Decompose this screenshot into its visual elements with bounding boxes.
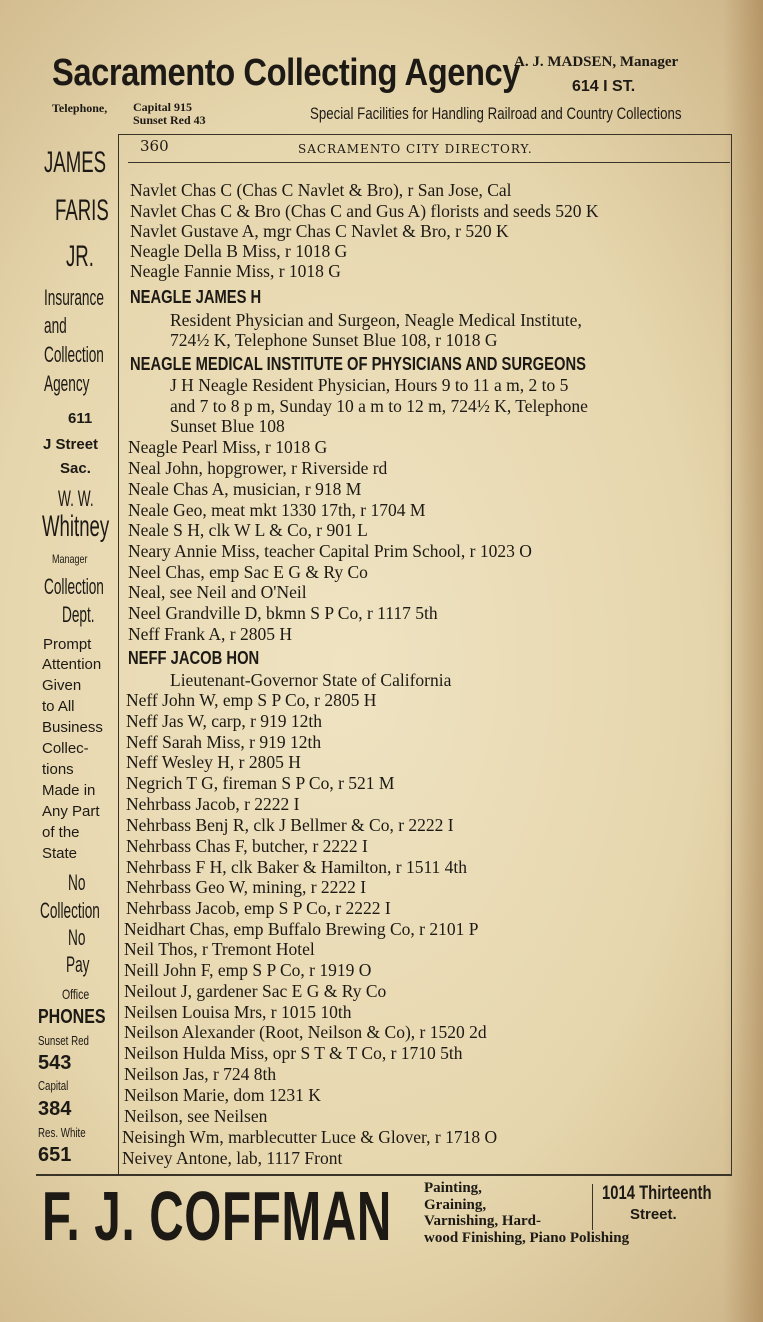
directory-entry-detail: Resident Physician and Surgeon, Neagle Medical Institute, <box>170 310 582 330</box>
footer-address-line-2: Street. <box>630 1206 677 1223</box>
sidebar-line: JAMES <box>44 146 107 179</box>
directory-entry: Negrich T G, fireman S P Co, r 521 M <box>126 773 395 793</box>
directory-entry: Neel Chas, emp Sac E G & Ry Co <box>128 562 368 582</box>
directory-entry: Neary Annie Miss, teacher Capital Prim School, r 1023 O <box>128 541 532 561</box>
sidebar-line: Given <box>42 677 82 694</box>
header-telephone-capital: Capital 915 <box>133 100 193 114</box>
directory-entry: Neale Chas A, musician, r 918 M <box>128 479 362 499</box>
directory-entry: Neill John F, emp S P Co, r 1919 O <box>124 960 372 980</box>
directory-entry: Neal, see Neil and O'Neil <box>128 582 307 602</box>
directory-entry: Neilsen Louisa Mrs, r 1015 10th <box>124 1002 352 1022</box>
directory-entry-bold: NEAGLE JAMES H <box>130 287 262 307</box>
sidebar-line: Attention <box>42 656 102 673</box>
sidebar-line: Collec- <box>42 740 89 757</box>
directory-entry: Navlet Chas C & Bro (Chas C and Gus A) florists and seeds 520 K <box>130 201 599 221</box>
directory-entry: Neel Grandville D, bkmn S P Co, r 1117 5th <box>128 603 438 623</box>
directory-entry-detail: Sunset Blue 108 <box>170 416 285 436</box>
directory-entry: Neivey Antone, lab, 1117 Front <box>122 1148 343 1168</box>
sidebar-line: Res. White <box>38 1125 86 1140</box>
directory-entry: Neff Sarah Miss, r 919 12th <box>126 732 322 752</box>
page-number: 360 <box>140 137 169 155</box>
sidebar-line: 651 <box>38 1144 72 1166</box>
directory-entry: Navlet Gustave A, mgr Chas C Navlet & Bro, r 520 K <box>130 221 509 241</box>
directory-entry: Neal John, hopgrower, r Riverside rd <box>128 458 388 478</box>
directory-entry: Neilson, see Neilsen <box>124 1106 268 1126</box>
sidebar-line: No <box>68 870 86 895</box>
sidebar-line: Agency <box>44 371 90 396</box>
footer-coffman-name: F. J. COFFMAN <box>42 1177 392 1255</box>
footer-separator <box>592 1184 593 1230</box>
directory-entry: Neagle Pearl Miss, r 1018 G <box>128 437 328 457</box>
footer-service-line: Painting, <box>424 1180 482 1196</box>
directory-entry: Neagle Della B Miss, r 1018 G <box>130 241 348 261</box>
directory-entry-detail: 724½ K, Telephone Sunset Blue 108, r 1018 G <box>170 330 498 350</box>
sidebar-line: No <box>68 925 86 950</box>
sidebar-line: Whitney <box>42 510 110 543</box>
directory-entry: Nehrbass F H, clk Baker & Hamilton, r 1511 4th <box>126 857 468 877</box>
directory-entry: Neilson Marie, dom 1231 K <box>124 1085 321 1105</box>
header-agency-title: Sacramento Collecting Agency <box>52 52 521 94</box>
sidebar-line: W. W. <box>58 486 94 511</box>
directory-entry-bold: NEFF JACOB HON <box>128 648 260 668</box>
sidebar-line: JR. <box>66 240 94 273</box>
directory-entry: Nehrbass Benj R, clk J Bellmer & Co, r 2222 I <box>126 815 454 835</box>
header-special-facilities: Special Facilities for Handling Railroad and Country Collections <box>310 104 682 123</box>
page-heading: SACRAMENTO CITY DIRECTORY. <box>298 142 533 156</box>
sidebar-line: 384 <box>38 1098 72 1120</box>
sidebar-line: Manager <box>52 552 88 566</box>
frame-left-rule <box>118 134 119 1174</box>
sidebar-line: Any Part <box>42 803 100 820</box>
sidebar-line: Sac. <box>60 460 91 477</box>
directory-entry-detail: Lieutenant-Governor State of California <box>170 670 452 690</box>
directory-entry: Navlet Chas C (Chas C Navlet & Bro), r San Jose, Cal <box>130 180 512 200</box>
sidebar-line: Prompt <box>43 636 92 653</box>
frame-right-rule <box>731 134 732 1174</box>
directory-entry: Neff John W, emp S P Co, r 2805 H <box>126 690 377 710</box>
directory-entry: Nehrbass Jacob, emp S P Co, r 2222 I <box>126 898 391 918</box>
sidebar-line: to All <box>42 698 75 715</box>
directory-entry: Neale Geo, meat mkt 1330 17th, r 1704 M <box>128 500 426 520</box>
sidebar-line: State <box>42 845 78 862</box>
directory-entry: Neilson Hulda Miss, opr S T & T Co, r 1710 5th <box>124 1043 463 1063</box>
header-telephone-sunset: Sunset Red 43 <box>133 113 206 127</box>
directory-entry: Neff Wesley H, r 2805 H <box>126 752 301 772</box>
directory-entry: Neagle Fannie Miss, r 1018 G <box>130 261 341 281</box>
directory-entry: Neilson Alexander (Root, Neilson & Co), r 1520 2d <box>124 1022 487 1042</box>
sidebar-line: FARIS <box>55 194 109 227</box>
frame-top-rule <box>118 134 732 135</box>
directory-entry: Nehrbass Chas F, butcher, r 2222 I <box>126 836 368 856</box>
sidebar-line: Collection <box>40 898 100 923</box>
sidebar-line: Sunset Red <box>38 1033 89 1048</box>
header-manager: A. J. MADSEN, Manager <box>514 54 679 70</box>
page-edge-shadow <box>723 0 763 1322</box>
sidebar-line: tions <box>42 761 74 778</box>
sidebar-line: Dept. <box>62 602 95 627</box>
footer-service-line: wood Finishing, Piano Polishing <box>424 1230 630 1246</box>
footer-address-line-1: 1014 Thirteenth <box>602 1183 712 1204</box>
page-heading-rule <box>128 162 730 163</box>
header-address: 614 I ST. <box>572 78 636 95</box>
sidebar-line: 611 <box>68 410 93 427</box>
directory-entry: Neil Thos, r Tremont Hotel <box>124 939 315 959</box>
header-telephone-label: Telephone, <box>52 101 108 115</box>
directory-entry: Nehrbass Geo W, mining, r 2222 I <box>126 877 367 897</box>
sidebar-line: 543 <box>38 1052 72 1074</box>
directory-entry: Neff Frank A, r 2805 H <box>128 624 292 644</box>
sidebar-line: Pay <box>66 952 90 977</box>
sidebar-line: Insurance <box>44 285 104 310</box>
footer-service-line: Graining, <box>424 1197 487 1213</box>
sidebar-line: Capital <box>38 1078 69 1093</box>
directory-entry-detail: J H Neagle Resident Physician, Hours 9 to 11 a m, 2 to 5 <box>170 375 569 395</box>
directory-entry: Neilson Jas, r 724 8th <box>124 1064 277 1084</box>
directory-entry: Neidhart Chas, emp Buffalo Brewing Co, r 2101 P <box>124 919 479 939</box>
directory-entry: Nehrbass Jacob, r 2222 I <box>126 794 300 814</box>
directory-entry: Neff Jas W, carp, r 919 12th <box>126 711 323 731</box>
directory-entry-bold: NEAGLE MEDICAL INSTITUTE OF PHYSICIANS AND SURGEONS <box>130 354 586 374</box>
sidebar-line: Collection <box>44 342 104 367</box>
directory-entry-detail: and 7 to 8 p m, Sunday 10 a m to 12 m, 724½ K, Telephone <box>170 396 588 416</box>
sidebar-line: of the <box>42 824 80 841</box>
directory-entry: Neale S H, clk W L & Co, r 901 L <box>128 520 368 540</box>
sidebar-line: J Street <box>43 436 99 453</box>
directory-entry: Neisingh Wm, marblecutter Luce & Glover, r 1718 O <box>122 1127 498 1147</box>
sidebar-line: and <box>44 313 67 338</box>
sidebar-line: Business <box>42 719 103 736</box>
sidebar-line: Made in <box>42 782 96 799</box>
footer-service-line: Varnishing, Hard- <box>424 1213 541 1229</box>
sidebar-line: Collection <box>44 574 104 599</box>
directory-entry: Neilout J, gardener Sac E G & Ry Co <box>124 981 387 1001</box>
sidebar-line: PHONES <box>38 1006 106 1028</box>
sidebar-line: Office <box>62 986 90 1002</box>
